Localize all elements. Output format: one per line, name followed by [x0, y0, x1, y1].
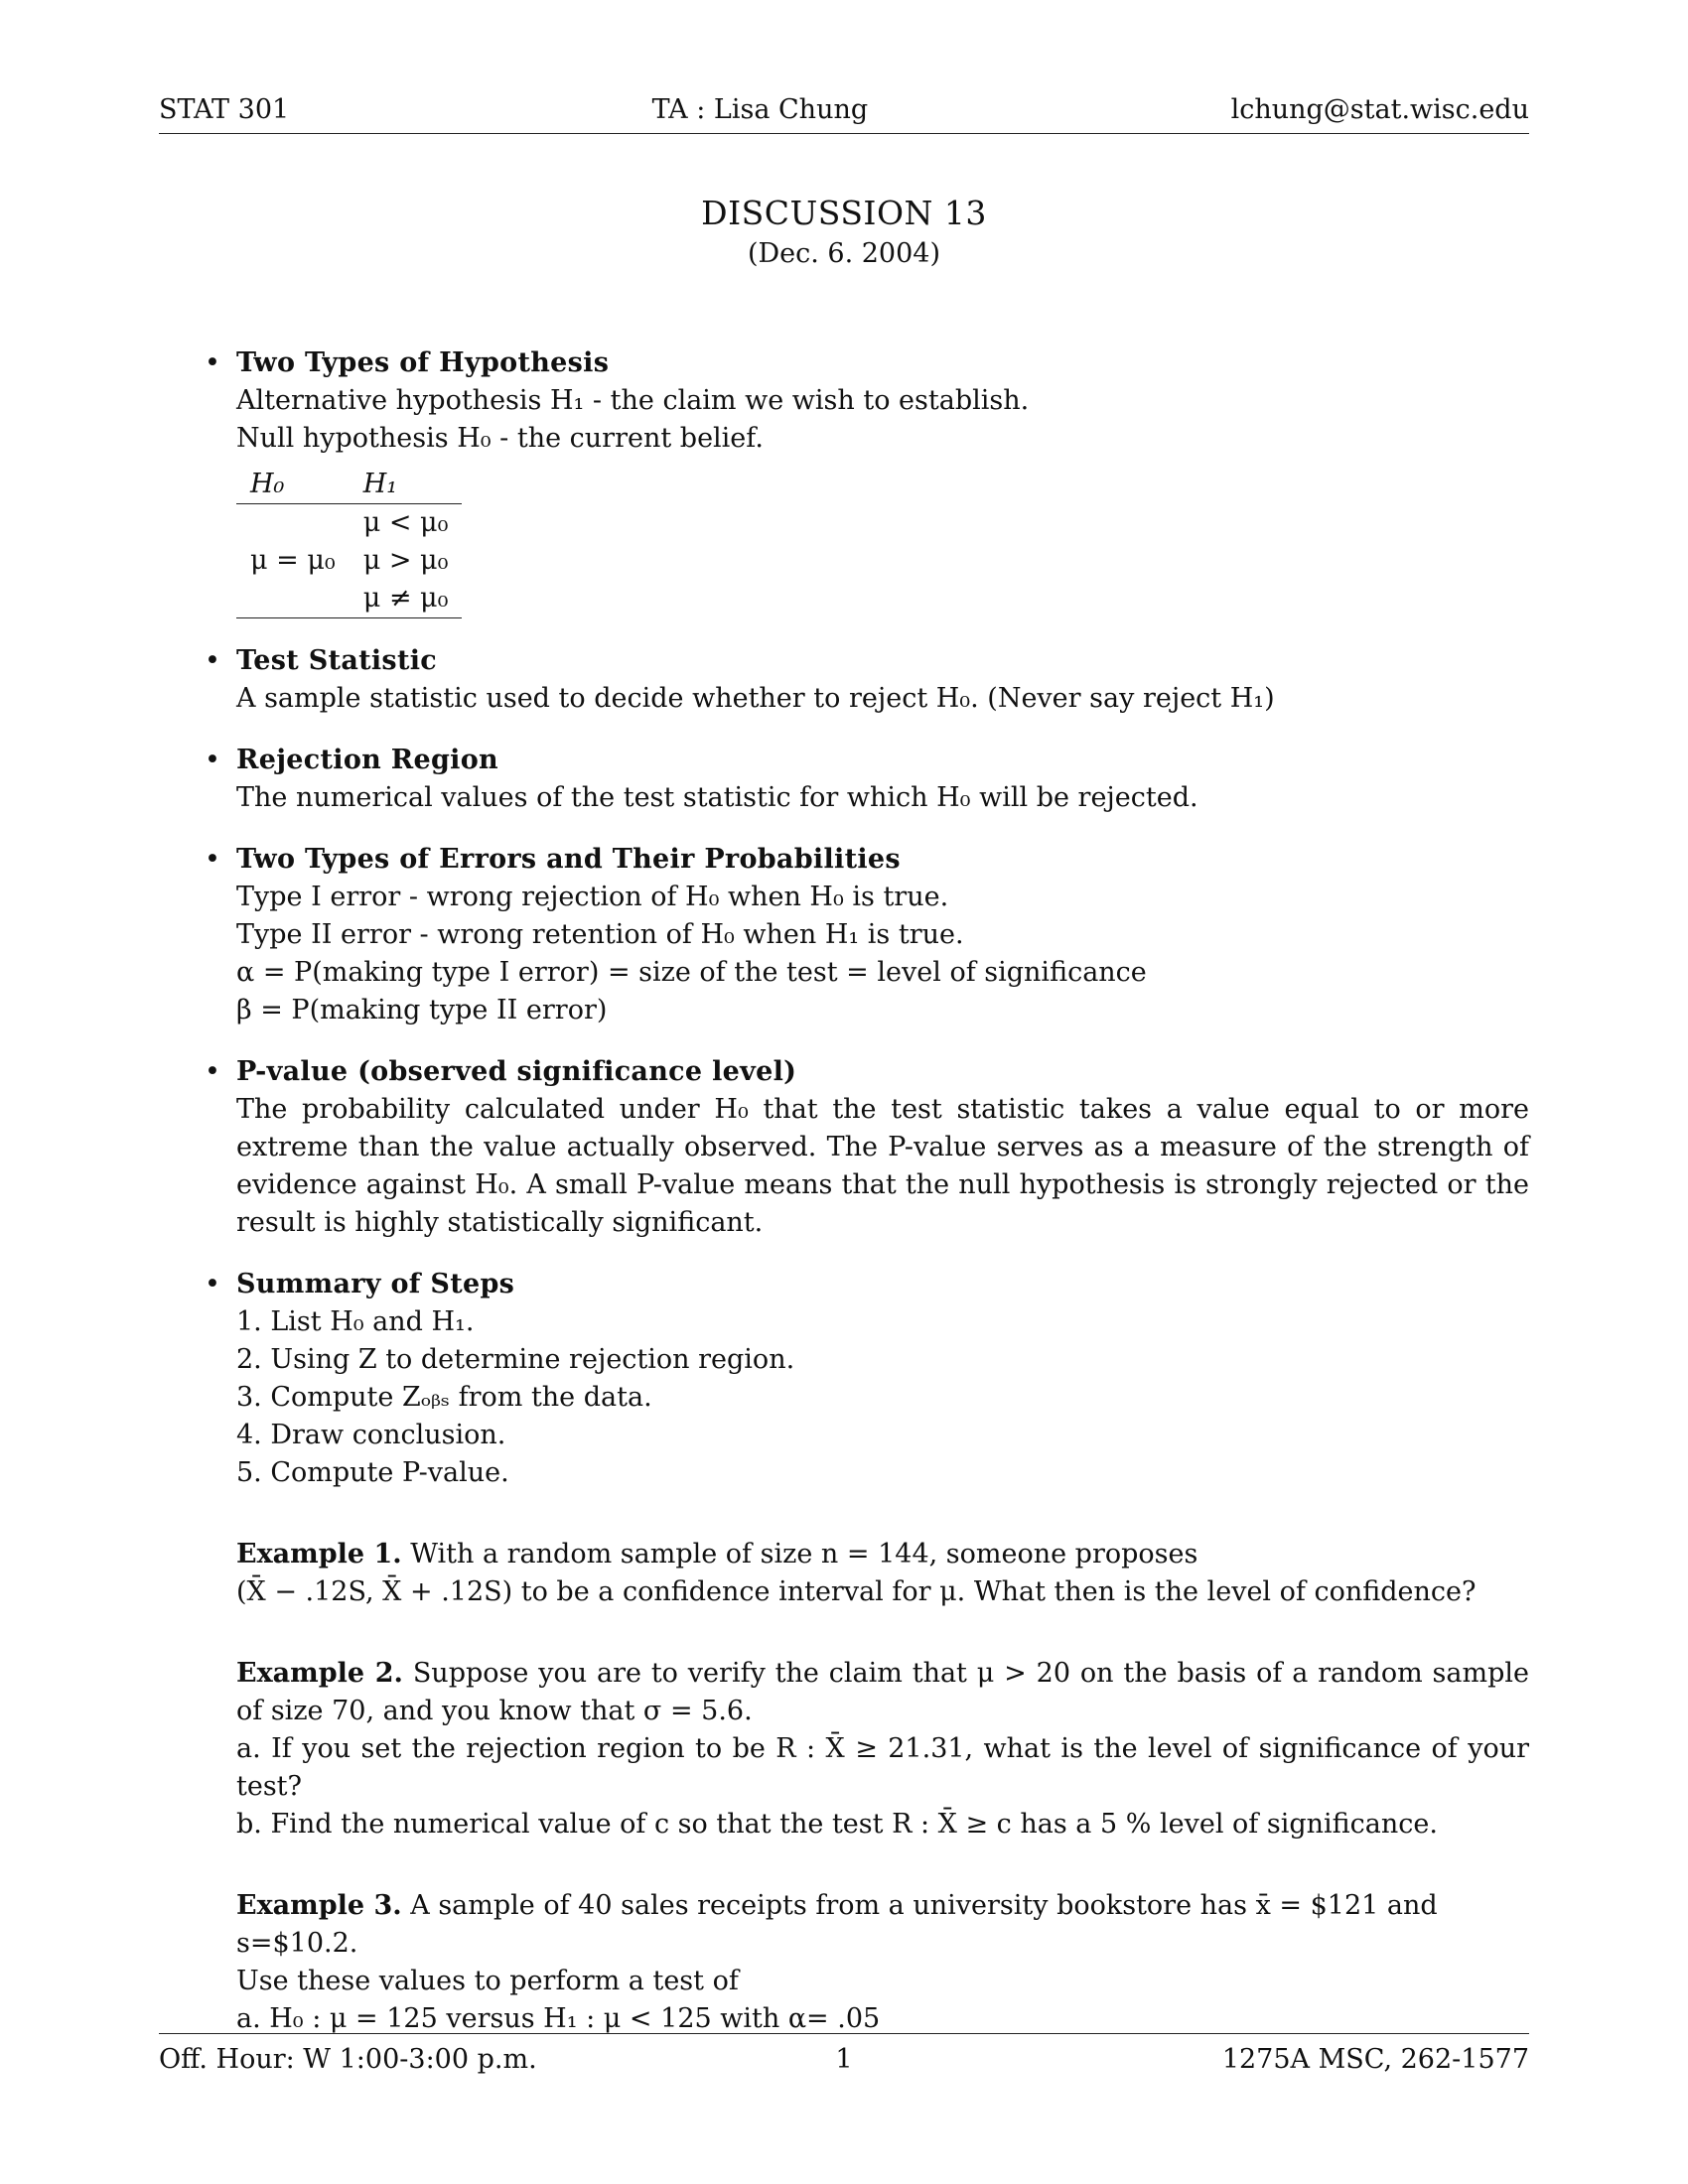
section-line: α = P(making type I error) = size of the test = level of significance	[236, 957, 1147, 988]
page-title: DISCUSSION 13	[701, 194, 987, 232]
section-text: The probability calculated under H₀ that the test statistic takes a value equal to or more extreme than the value actually observed. The P-value serves as a measure of the strength of evidence against H₀. A small P-value means that the null hypothesis is strongly rejected or the result is highly statistically significant.	[236, 1094, 1529, 1238]
example-text: Suppose you are to verify the claim that μ > 20 on the basis of a random sample of size 70, and you know that σ = 5.6.	[236, 1658, 1530, 1726]
bullet-icon: •	[205, 844, 220, 875]
list-item: 1. List H₀ and H₁.	[236, 1306, 475, 1337]
section-hypothesis	[159, 344, 1529, 618]
list-item: 3. Compute Zₒᵦₛ from the data.	[236, 1382, 652, 1413]
list-item: 5. Compute P-value.	[236, 1457, 509, 1488]
table-header-h1: H₁	[350, 466, 463, 504]
example-text: Use these values to perform a test of	[236, 1966, 739, 1996]
page-footer	[159, 2033, 1529, 2075]
section-title: Two Types of Errors and Their Probabilities	[236, 844, 901, 875]
example-text: b. Find the numerical value of c so that the test R : X̄ ≥ c has a 5 % level of significance.	[236, 1809, 1438, 1840]
hypothesis-table	[236, 466, 462, 618]
example-text: With a random sample of size n = 144, someone proposes	[410, 1539, 1198, 1570]
bullet-icon: •	[205, 1056, 220, 1087]
section-pvalue	[159, 1053, 1529, 1242]
example-2	[236, 1655, 1529, 1843]
page-number: 1	[835, 2044, 853, 2075]
example-text: A sample of 40 sales receipts from a university bookstore has x̄ = $121 and s=$10.2.	[236, 1890, 1438, 1959]
section-line: Type II error - wrong retention of H₀ when H₁ is true.	[236, 919, 964, 950]
section-title: Summary of Steps	[236, 1269, 515, 1299]
page-date: (Dec. 6. 2004)	[747, 238, 941, 269]
example-label: Example 3.	[236, 1890, 402, 1921]
table-cell-null: μ = μ₀	[250, 545, 336, 576]
example-label: Example 1.	[236, 1539, 402, 1570]
example-label: Example 2.	[236, 1658, 403, 1689]
example-text: (X̄ − .12S, X̄ + .12S) to be a confidence interval for μ. What then is the level of confidence?	[236, 1576, 1477, 1607]
ta-name: TA : Lisa Chung	[651, 94, 869, 125]
document-page	[159, 94, 1529, 2038]
list-item: 2. Using Z to determine rejection region.	[236, 1344, 795, 1375]
office-hours: Off. Hour: W 1:00-3:00 p.m.	[159, 2044, 537, 2075]
sections	[159, 344, 1529, 1492]
page-header	[159, 94, 1529, 134]
section-title: Rejection Region	[236, 745, 498, 775]
section-title: Two Types of Hypothesis	[236, 347, 610, 378]
section-errors	[159, 841, 1529, 1029]
section-rejection-region	[159, 742, 1529, 817]
example-1	[236, 1536, 1529, 1611]
section-title: P-value (observed significance level)	[236, 1056, 797, 1087]
table-cell-alt: μ < μ₀	[362, 507, 449, 538]
section-title: Test Statistic	[236, 645, 438, 676]
section-text: A sample statistic used to decide whether to reject H₀. (Never say reject H₁)	[236, 683, 1275, 714]
office-location: 1275A MSC, 262-1577	[1221, 2044, 1529, 2075]
list-item: 4. Draw conclusion.	[236, 1420, 506, 1450]
example-3	[236, 1887, 1529, 2038]
example-text: a. H₀ : μ = 125 versus H₁ : μ < 125 with α= .05	[236, 2003, 881, 2034]
bullet-icon: •	[205, 1269, 220, 1299]
section-line: Alternative hypothesis H₁ - the claim we wish to establish.	[236, 385, 1030, 416]
ta-email: lchung@stat.wisc.edu	[1230, 94, 1529, 125]
section-steps	[159, 1266, 1529, 1492]
section-text: The numerical values of the test statistic for which H₀ will be rejected.	[236, 782, 1198, 813]
example-text: a. If you set the rejection region to be R : X̄ ≥ 21.31, what is the level of significance of your test?	[236, 1733, 1529, 1802]
section-test-statistic	[159, 642, 1529, 718]
course-code: STAT 301	[159, 94, 290, 125]
bullet-icon: •	[205, 745, 220, 775]
table-cell-alt: μ ≠ μ₀	[350, 580, 463, 618]
table-header-h0: H₀	[236, 466, 350, 504]
section-line: β = P(making type II error)	[236, 995, 608, 1025]
table-cell-alt: μ > μ₀	[362, 545, 449, 576]
bullet-icon: •	[205, 347, 220, 378]
section-line: Type I error - wrong rejection of H₀ when H₀ is true.	[236, 882, 949, 912]
bullet-icon: •	[205, 645, 220, 676]
section-line: Null hypothesis H₀ - the current belief.	[236, 423, 764, 454]
